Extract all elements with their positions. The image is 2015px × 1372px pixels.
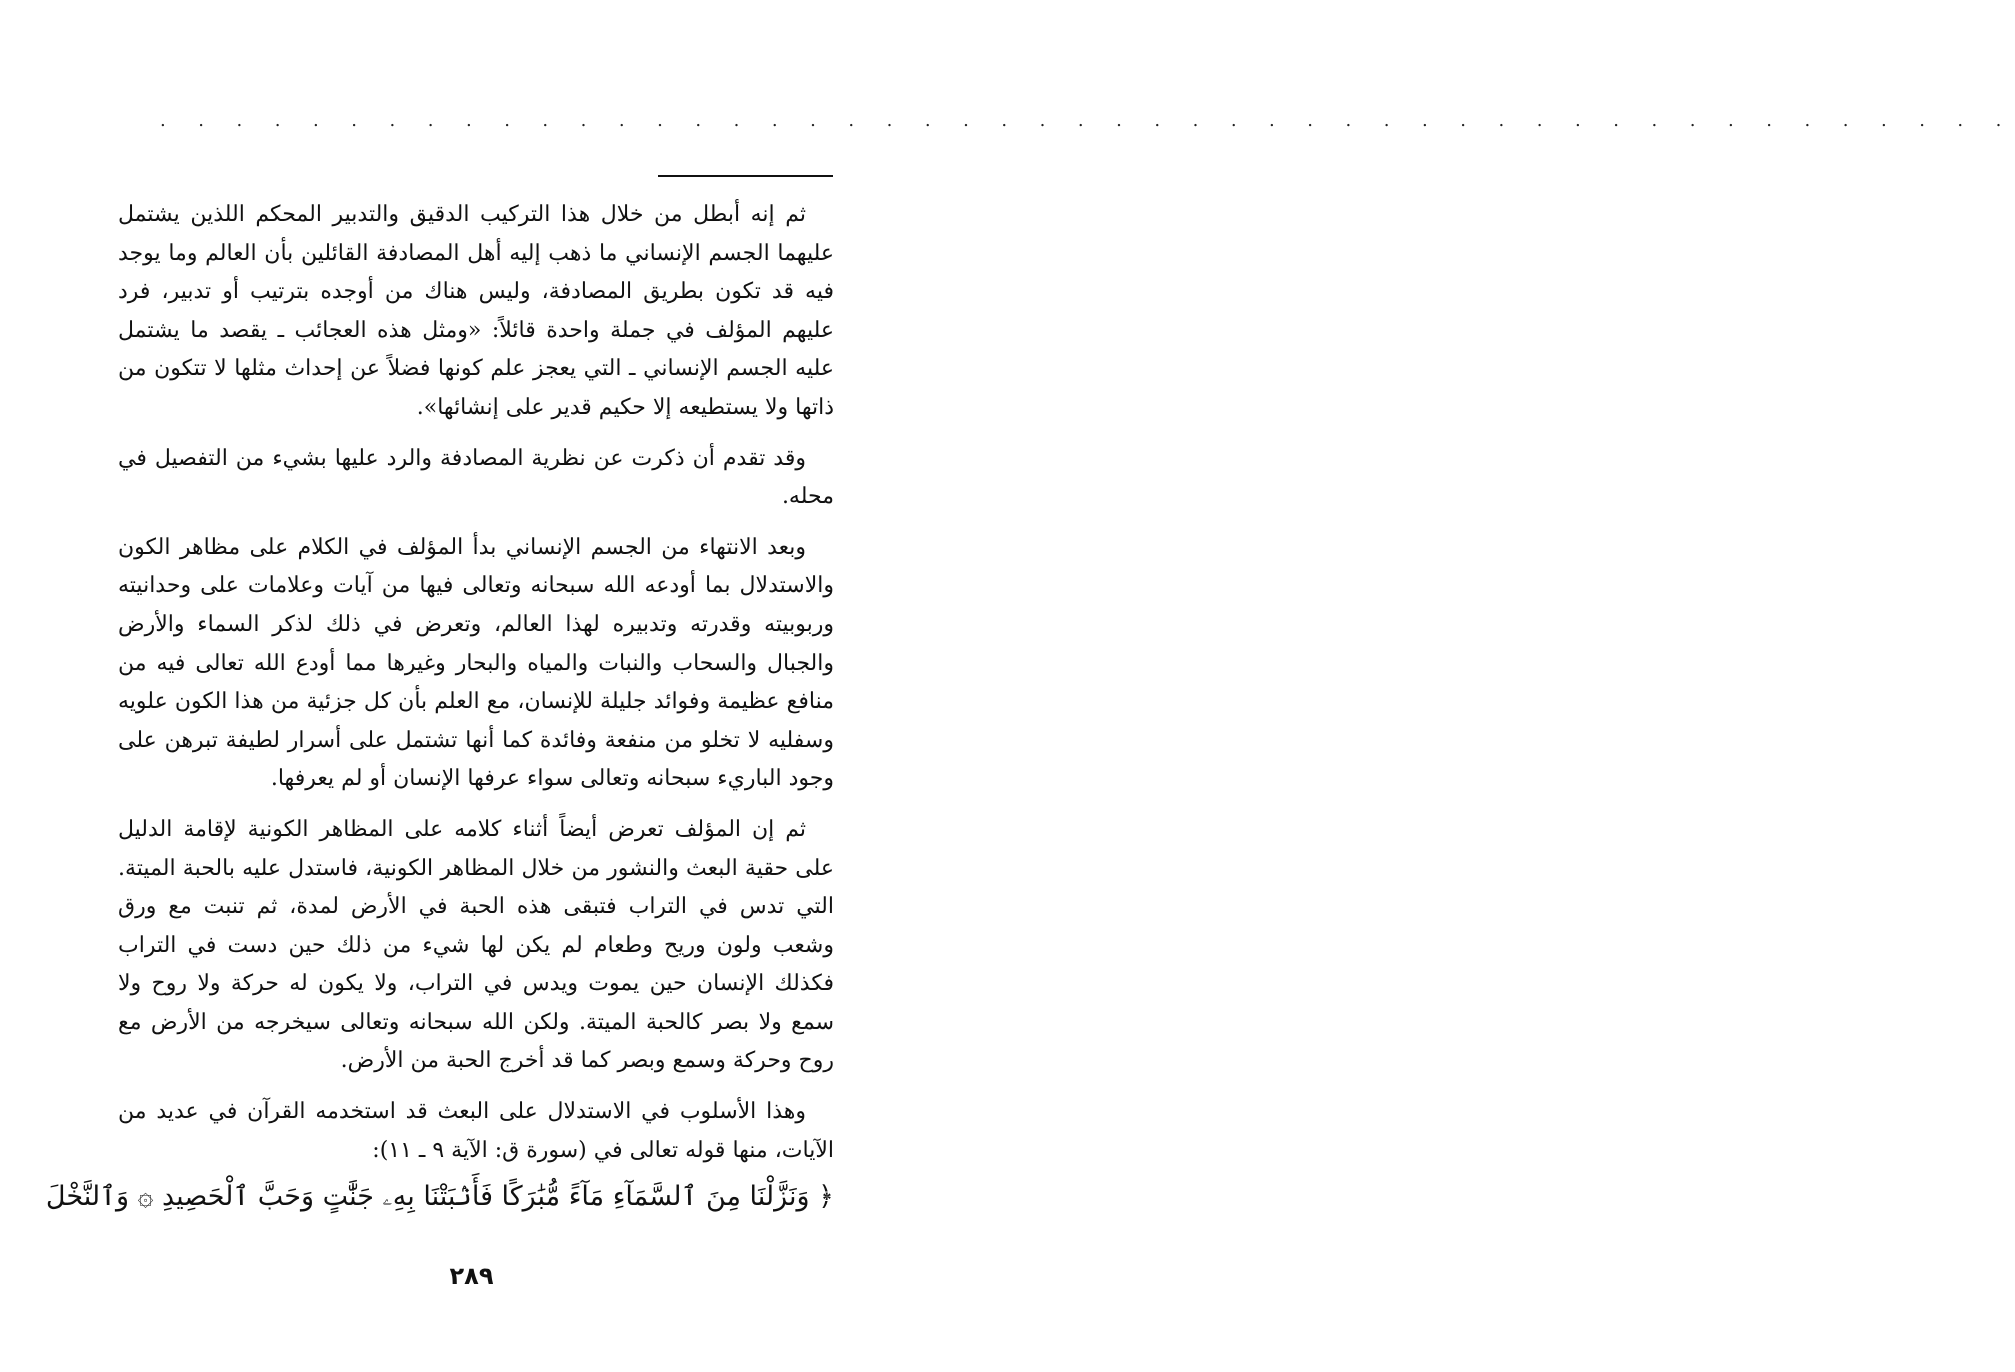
dotted-separator: . . . . . . . . . . . . . . . . . . . . . . . . . . . . . . . . . . . . . . . . . . . . . . . . . — [160, 110, 2015, 131]
paragraph-3: وبعد الانتهاء من الجسم الإنساني بدأ المؤلف في الكلام على مظاهر الكون والاستدلال بما أودعه الله سبحانه وتعالى فيها من آيات وعلامات على وحدانيته وربوبيته وقدرته وتدبيره لهذا العالم، وتعرض في ذلك لذكر السماء والأرض والجبال والسحاب والنبات والمياه والبحار وغيرها مما أودع الله تعالى فيه من منافع عظيمة وفوائد جليلة للإنسان، مع العلم بأن كل جزئية من هذا الكون علويه وسفليه لا تخلو من منفعة وفائدة كما أنها تشتمل على أسرار لطيفة تبرهن على وجود الباريء سبحانه وتعالى سواء عرفها الإنسان أو لم يعرفها. — [118, 534, 834, 792]
paragraph-5: وهذا الأسلوب في الاستدلال على البعث قد استخدمه القرآن في عديد من الآيات، منها قوله تعالى في (سورة ق: الآية ٩ ـ ١١): — [118, 1099, 834, 1163]
paragraph-4: ثم إن المؤلف تعرض أيضاً أثناء كلامه على المظاهر الكونية لإقامة الدليل على حقية البعث والنشور من خلال المظاهر الكونية، فاستدل عليه بالحبة الميتة. التي تدس في التراب فتبقى هذه الحبة في الأرض لمدة، ثم تنبت مع ورق وشعب ولون وريح وطعام لم يكن لها شيء من ذلك حين دست في التراب فكذلك الإنسان حين يموت ويدس في التراب، ولا يكون له حركة ولا روح ولا سمع ولا بصر كالحبة الميتة. ولكن الله سبحانه وتعالى سيخرجه من الأرض مع روح وحركة وسمع وبصر كما قد أخرج الحبة من الأرض. — [118, 816, 834, 1074]
paragraph-1: ثم إنه أبطل من خلال هذا التركيب الدقيق والتدبير المحكم اللذين يشتمل عليهما الجسم الإنساني ما ذهب إليه أهل المصادفة القائلين بأن العالم وما يوجد فيه قد تكون بطريق المصادفة، وليس هناك من أوجده بترتيب أو تدبير، فرد عليهم المؤلف في جملة واحدة قائلاً: «ومثل هذه العجائب ـ يقصد ما يشتمل عليه الجسم الإنساني ـ التي يعجز علم كونها فضلاً عن إحداث مثلها لا تتكون من ذاتها ولا يستطيعه إلا حكيم قدير على إنشائها». — [118, 202, 834, 420]
body-text — [118, 196, 834, 1182]
paragraph-2: وقد تقدم أن ذكرت عن نظرية المصادفة والرد عليها بشيء من التفصيل في محله. — [118, 445, 834, 510]
page-number: ٢٨٩ — [449, 1262, 494, 1290]
footnote-rule — [658, 175, 833, 177]
quran-verse: ﴿ وَنَزَّلْنَا مِنَ ٱلسَّمَآءِ مَآءً مُّبَٰرَكًا فَأَنۢبَتْنَا بِهِۦ جَنَّٰتٍ وَحَبَّ ٱلْحَصِيدِ ۞ وَٱلنَّخْلَ — [45, 1181, 834, 1212]
